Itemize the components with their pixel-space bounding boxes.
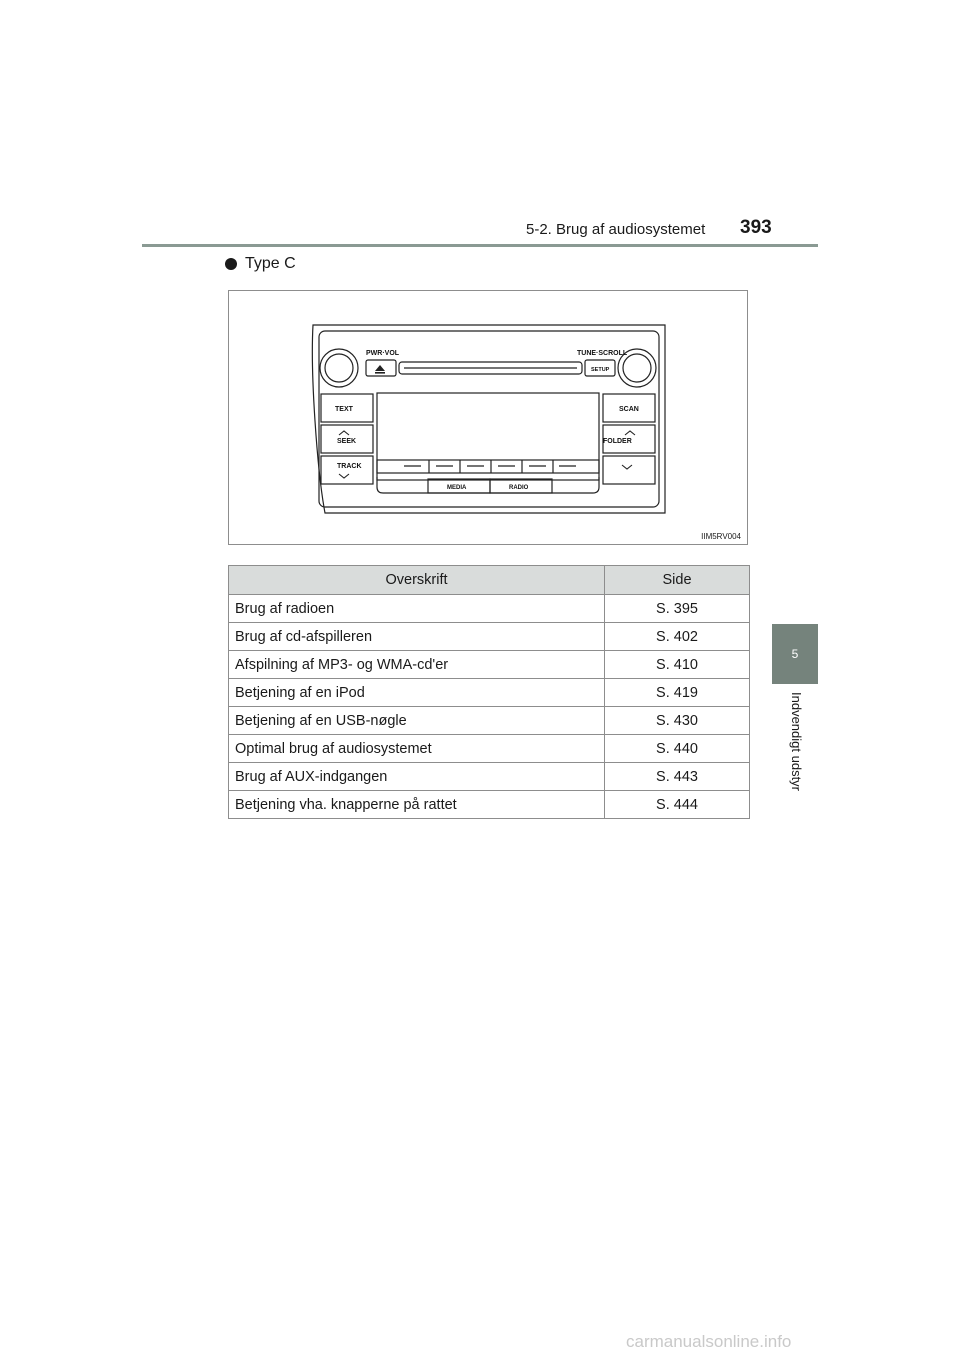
table-row: [229, 763, 750, 791]
chapter-label-text: Indvendigt udstyr: [789, 692, 804, 792]
radio-label: RADIO: [509, 485, 529, 491]
row-page: S. 440: [605, 735, 750, 763]
table-row: [229, 791, 750, 819]
tune-scroll-knob-inner: [623, 354, 651, 382]
table-header-row: [229, 566, 750, 595]
row-title: Brug af radioen: [229, 595, 605, 623]
chapter-label: [790, 692, 804, 822]
table-row: [229, 735, 750, 763]
display-screen: [377, 393, 599, 480]
row-page: S. 419: [605, 679, 750, 707]
chapter-number: 5: [791, 647, 799, 661]
header-side: Side: [605, 566, 750, 595]
row-title: Betjening af en iPod: [229, 679, 605, 707]
table-row: [229, 651, 750, 679]
eject-icon-bar: [375, 372, 385, 374]
table-row: [229, 679, 750, 707]
row-title: Brug af AUX-indgangen: [229, 763, 605, 791]
pwr-vol-knob-inner: [325, 354, 353, 382]
type-heading: [225, 255, 296, 273]
chapter-tab: [772, 624, 818, 684]
row-title: Brug af cd-afspilleren: [229, 623, 605, 651]
figure-code: IIM5RV004: [701, 532, 741, 541]
table-row: [229, 595, 750, 623]
eject-icon: [375, 365, 385, 371]
header-rule: [142, 244, 818, 247]
audio-unit-drawing: [229, 291, 749, 546]
scan-label: SCAN: [619, 406, 639, 413]
chevron-down-icon: [622, 465, 632, 469]
table-row: [229, 623, 750, 651]
audio-unit-figure: [228, 290, 748, 545]
seek-label: SEEK: [337, 438, 357, 445]
setup-label: SETUP: [591, 367, 610, 373]
pwr-vol-label: PWR·VOL: [366, 350, 400, 357]
text-label: TEXT: [335, 406, 353, 413]
contents-table: [228, 565, 750, 819]
unit-inner-frame: [319, 331, 659, 507]
header-overskrift: Overskrift: [229, 566, 605, 595]
type-label: Type C: [245, 255, 296, 272]
down-button: [603, 456, 655, 484]
watermark: carmanualsonline.info: [626, 1332, 792, 1351]
track-down-icon: [339, 474, 349, 478]
table-row: [229, 707, 750, 735]
tune-scroll-label: TUNE·SCROLL: [577, 350, 628, 357]
pwr-vol-knob: [320, 349, 358, 387]
row-page: S. 402: [605, 623, 750, 651]
row-title: Afspilning af MP3- og WMA-cd'er: [229, 651, 605, 679]
folder-up-icon: [625, 431, 635, 435]
row-page: S. 395: [605, 595, 750, 623]
row-page: S. 410: [605, 651, 750, 679]
row-title: Betjening vha. knapperne på rattet: [229, 791, 605, 819]
track-label: TRACK: [337, 463, 362, 470]
bullet-icon: [225, 258, 237, 270]
row-page: S. 430: [605, 707, 750, 735]
row-page: S. 443: [605, 763, 750, 791]
row-page: S. 444: [605, 791, 750, 819]
track-button: [321, 456, 373, 484]
seek-up-icon: [339, 431, 349, 435]
page-number: 393: [740, 217, 772, 238]
section-title: 5-2. Brug af audiosystemet: [526, 221, 706, 238]
folder-label: FOLDER: [603, 438, 632, 445]
row-title: Optimal brug af audiosystemet: [229, 735, 605, 763]
media-label: MEDIA: [447, 485, 467, 491]
row-title: Betjening af en USB-nøgle: [229, 707, 605, 735]
